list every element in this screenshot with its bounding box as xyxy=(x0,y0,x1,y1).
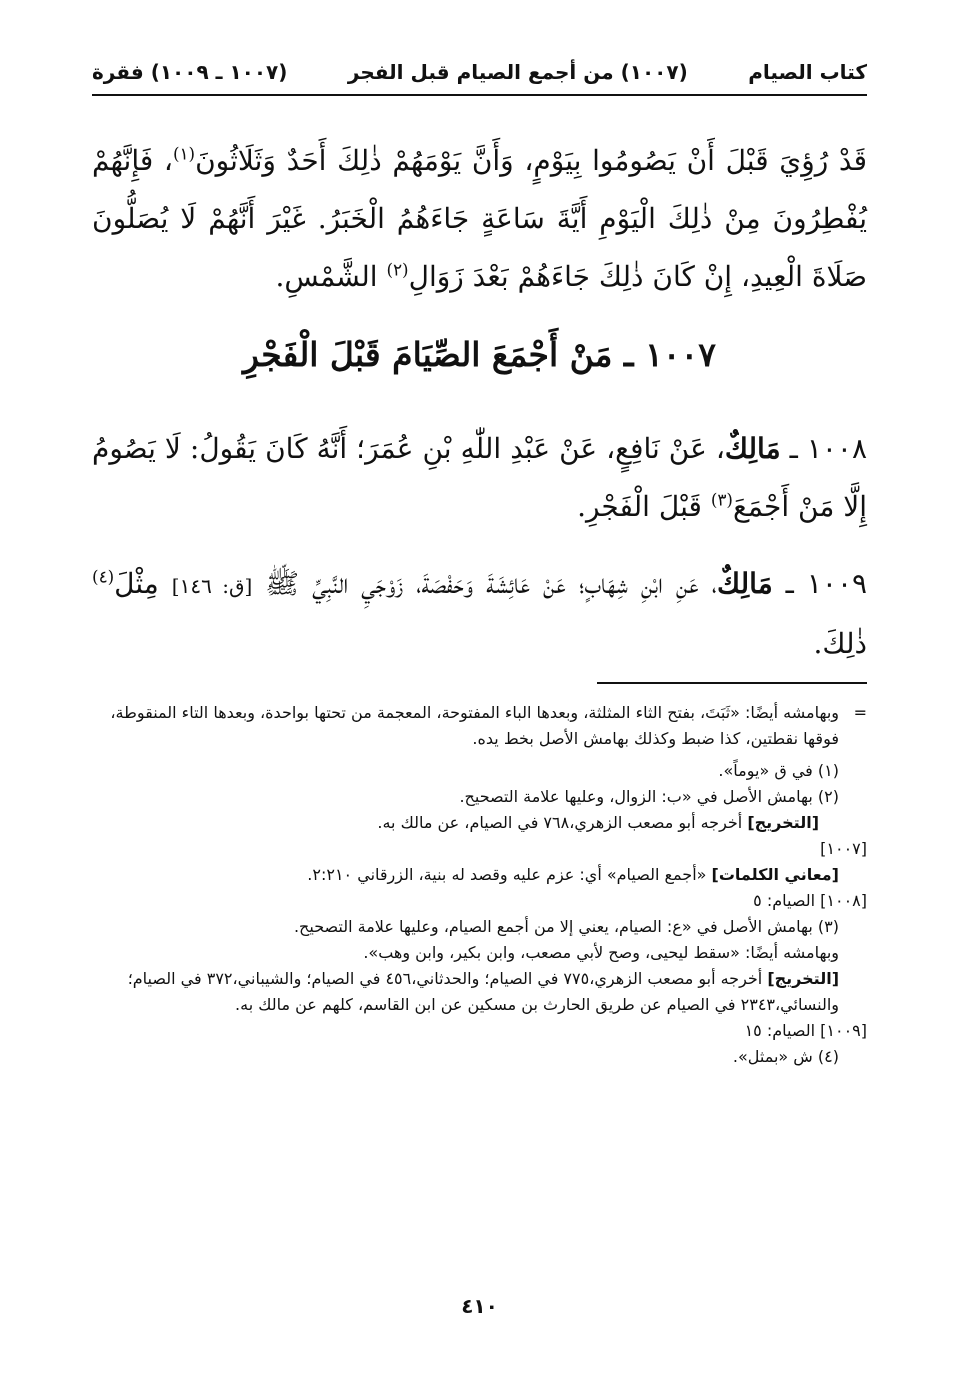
footnote-ref-2: (٢) xyxy=(386,259,409,280)
header-rule xyxy=(92,94,867,96)
hadith-text-a: ، عَنْ نَافِعٍ، عَنْ عَبْدِ اللّٰهِ بْنِ عُمَرَ؛ أَنَّهُ كَانَ يَقُولُ: لَا يَصُومُ إِلَّا مَنْ أَجْمَعَ xyxy=(92,432,867,523)
narrator-name: مَالِكٌ xyxy=(717,567,773,600)
continued-note xyxy=(92,700,867,752)
takhrij-label: [التخريج] xyxy=(767,969,839,988)
footnotes xyxy=(92,700,867,1070)
para1-text-a: قَدْ رُؤِيَ قَبْلَ أَنْ يَصُومُوا بِيَوْمٍ، وَأَنَّ يَوْمَهُمْ ذٰلِكَ أَحَدٌ وَثَلَاثُونَ xyxy=(195,144,868,177)
footnote-1: (١) في ق «يوماً». xyxy=(718,761,839,780)
manuscript-ref: [ق: ١٤٦] xyxy=(171,574,253,598)
word-meanings-text: «أجمع الصيام» أي: عزم عليه وقصد له بنية، الزرقاني ٢:٢١٠. xyxy=(307,865,712,884)
narrator-name: مَالِكٌ xyxy=(724,432,781,465)
footnote-ref-3: (٣) xyxy=(710,489,733,510)
footnote-separator xyxy=(597,682,867,684)
footnote-3-continued: وبهامشه أيضًا: «سقط ليحيى، وصح لأبي مصعب، وابن بكير، وابن وهب». xyxy=(363,943,839,962)
running-header xyxy=(92,52,867,92)
word-meanings-label: [معاني الكلمات] xyxy=(711,865,839,884)
continued-note-text: وبهامشه أيضًا: «ثَبَتَ، بفتح الثاء المثلثة، وبعدها الباء المفتوحة، المعجمة من تحتها بواحدة، وبعدها التاء المنقوطة، فوقها نقطتين، كذا ضبط وكذلك بهامش الأصل بخط يده. xyxy=(110,703,839,748)
reference-1009: [١٠٠٩] الصيام: ١٥ xyxy=(744,1021,867,1040)
hadith-number: ١٠٠٩ ـ xyxy=(772,567,868,600)
hadith-1009 xyxy=(92,555,867,673)
word-meanings xyxy=(92,862,867,888)
para1-text-c: الشَّمْسِ. xyxy=(275,260,387,293)
hadith-text-a: ، عَنِ ابْنِ شِهَابٍ؛ عَنْ عَائِشَةَ وَحَفْصَةَ، زَوْجَيِ النَّبِيِّ ﷺ xyxy=(252,567,718,600)
continuation-mark: = xyxy=(853,703,867,722)
takhrij-text: أخرجه أبو مصعب الزهري،٧٧٥ في الصيام؛ والحدثاني،٤٥٦ في الصيام؛ والشيباني،٣٧٢ في الصيام؛ والنسائي،٢٣٤٣ في الصيام عن طريق الحارث بن مسكين عن ابن القاسم، كلهم عن مالك به. xyxy=(127,969,839,1014)
footnote-2: (٢) بهامش الأصل في «ب: الزوال، وعليها علامة التصحيح. xyxy=(459,787,839,806)
header-chapter-title: (١٠٠٧) من أجمع الصيام قبل الفجر xyxy=(347,60,688,84)
hadith-1008 xyxy=(92,420,867,536)
para1-text-b: ، فَإِنَّهُمْ يُفْطِرُونَ مِنْ ذٰلِكَ الْيَوْمِ أَيَّةَ سَاعَةٍ جَاءَهُمُ الْخَبَرُ. غَيْرَ أَنَّهُمْ لَا يُصَلُّونَ صَلَاةَ الْعِيدِ، إِنْ كَانَ ذٰلِكَ جَاءَهُمْ بَعْدَ زَوَالِ xyxy=(92,144,867,293)
footnote-4: (٤) ش «بمثل». xyxy=(732,1047,839,1066)
reference-1008: [١٠٠٨] الصيام: ٥ xyxy=(753,891,867,910)
hadith-text-b: قَبْلَ الْفَجْرِ. xyxy=(577,490,711,523)
takhrij-1008 xyxy=(92,966,867,1018)
paragraph-continuation xyxy=(92,132,867,306)
chapter-heading: ١٠٠٧ ـ مَنْ أَجْمَعَ الصِّيَامَ قَبْلَ الْفَجْرِ xyxy=(243,335,716,374)
page-number: ٤١٠ xyxy=(461,1294,498,1318)
takhrij-text: أخرجه أبو مصعب الزهري،٧٦٨ في الصيام، عن مالك به. xyxy=(377,813,748,832)
reference-1007: [١٠٠٧] xyxy=(820,839,867,858)
takhrij-1007 xyxy=(92,810,867,836)
footnote-ref-1: (١) xyxy=(172,143,196,164)
footnote-ref-4: (٤) xyxy=(92,566,115,587)
header-book-title: كتاب الصيام xyxy=(748,60,867,84)
hadith-text-b: مِثْلَ xyxy=(114,567,172,600)
hadith-text-c: ذٰلِكَ. xyxy=(813,627,867,660)
header-paragraph-range: (١٠٠٧ ـ ١٠٠٩) فقرة xyxy=(92,60,288,84)
footnote-3: (٣) بهامش الأصل في «ع: الصيام، يعني إلا من أجمع الصيام، وعليها علامة التصحيح. xyxy=(293,917,839,936)
takhrij-label: [التخريج] xyxy=(747,813,819,832)
hadith-number: ١٠٠٨ ـ xyxy=(780,432,867,465)
